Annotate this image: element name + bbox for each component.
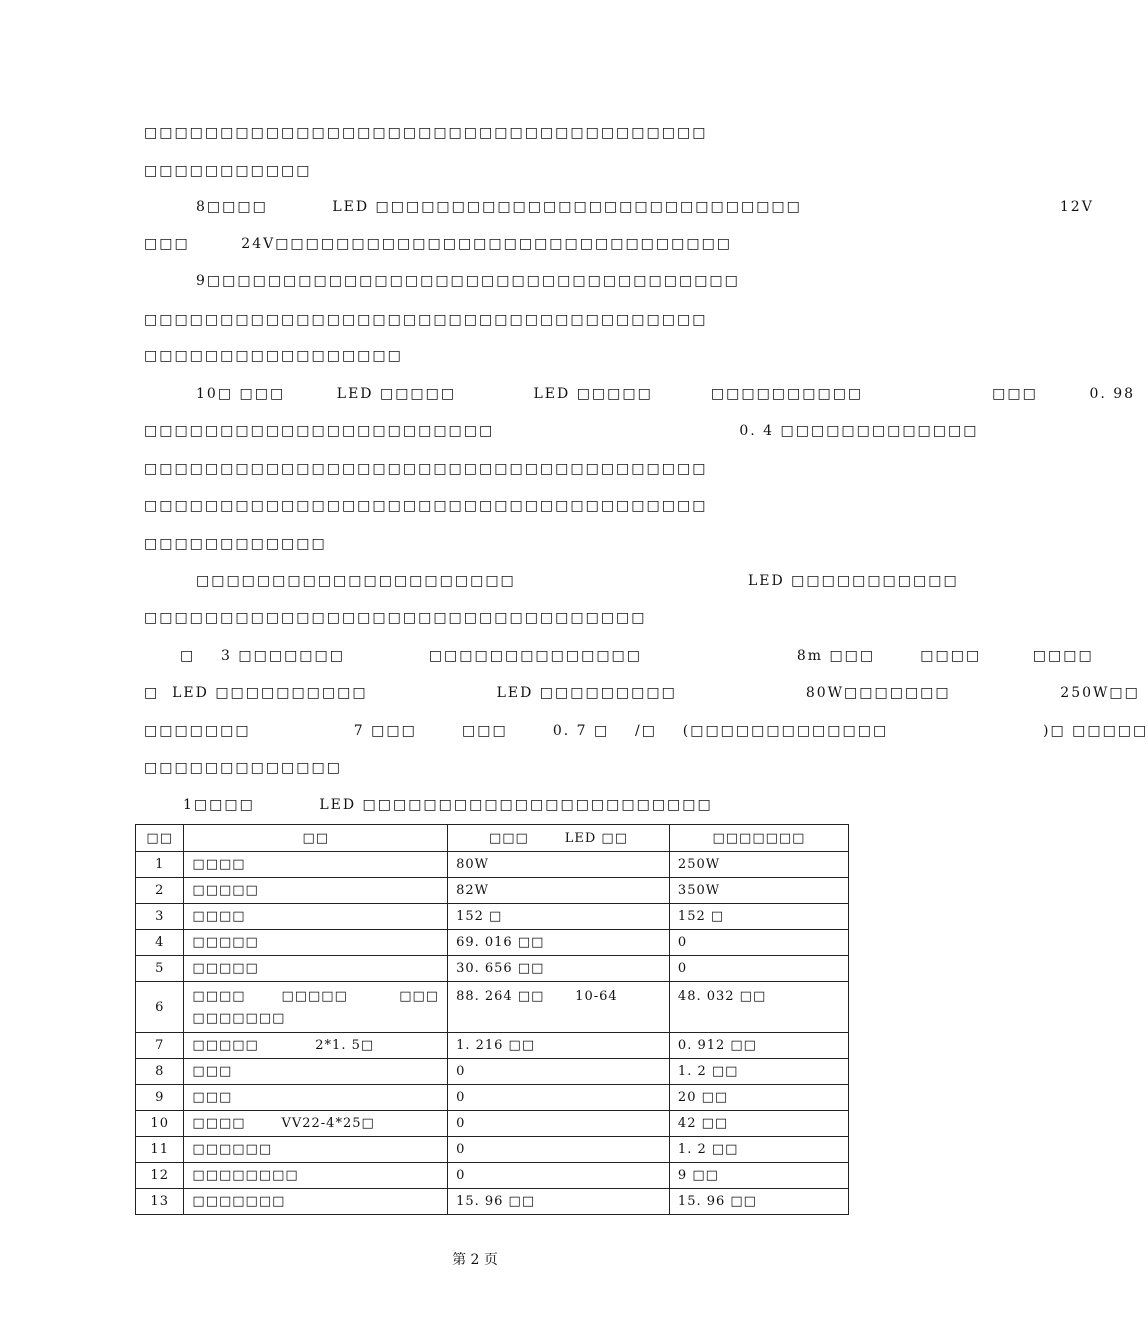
table-cell: 7 [136,1033,184,1059]
text-line: □□□□□□□ 7 □□□ □□□ 0. 7 □ /□ (□□□□□□□□□□□□□ )□ □□□□□ [144,723,1148,739]
column-header: □□ [184,825,448,852]
text-line: □□□□□□□□□□□ [144,163,312,179]
column-header: □□ [136,825,184,852]
table-cell: 1 [136,852,184,878]
text-line: □□□□□□□□□□□□□□□□□□□□□ LED □□□□□□□□□□□ [196,573,959,589]
table-cell: 9 □□ [669,1163,848,1189]
text-line: □□□□□□□□□□□□□ [144,760,342,776]
table-cell: 20 □□ [669,1085,848,1111]
table-cell: □□□□□ [184,930,448,956]
table-cell: 9 [136,1085,184,1111]
table-cell: 30. 656 □□ [448,956,670,982]
table-row [136,930,849,956]
table-cell: □□□□□□□ [184,1189,448,1215]
text-line: 8□□□□ LED □□□□□□□□□□□□□□□□□□□□□□□□□□□□ 12V [196,199,1094,215]
table-cell: 152 □ [669,904,848,930]
text-line: 10□ □□□ LED □□□□□ LED □□□□□ □□□□□□□□□□ □□□ 0. 98 [196,386,1136,402]
table-cell: 8 [136,1059,184,1085]
table-cell: 350W [669,878,848,904]
table-cell: 1. 2 □□ [669,1059,848,1085]
table-row [136,904,849,930]
table-row [136,1033,849,1059]
table-cell: □□□□ VV22-4*25□ [184,1111,448,1137]
table-row [136,1111,849,1137]
table-cell: 42 □□ [669,1111,848,1137]
table-row [136,956,849,982]
column-header: □□□□□□□ [669,825,848,852]
table-cell: 1. 2 □□ [669,1137,848,1163]
text-line: □□□□□□□□□□□□□□□□□□□□□□□□□□□□□□□□□□□□□ [144,461,708,477]
table-cell: 6 [136,982,184,1033]
table-cell: 69. 016 □□ [448,930,670,956]
table-cell: 250W [669,852,848,878]
table-cell: 152 □ [448,904,670,930]
text-line: □ 3 □□□□□□□ □□□□□□□□□□□□□□ 8m □□□ □□□□ □□□□ [180,648,1094,664]
table-row [136,1163,849,1189]
table-caption: 1□□□□ LED □□□□□□□□□□□□□□□□□□□□□□□ [183,797,713,813]
table-cell: 4 [136,930,184,956]
table-cell: □□□□ [184,904,448,930]
table-cell: 15. 96 □□ [448,1189,670,1215]
text-line: □□□□□□□□□□□□□□□□□ [144,348,403,364]
table-cell: □□□□□□□□ [184,1163,448,1189]
table-cell: 82W [448,878,670,904]
table-cell: □□□ [184,1085,448,1111]
table-cell: □□□□□ [184,878,448,904]
table-cell: 10 [136,1111,184,1137]
text-line: □□□ 24V□□□□□□□□□□□□□□□□□□□□□□□□□□□□□□ [144,236,733,252]
table-cell: 0 [669,930,848,956]
table-row [136,982,849,1033]
page-number: 第 2 页 [452,1252,498,1268]
table-row [136,1085,849,1111]
table-cell: 0 [448,1111,670,1137]
table-cell: 0 [448,1085,670,1111]
table-header-row [136,825,849,852]
table-cell: 3 [136,904,184,930]
table-cell: □□□□ □□□□□ □□□ □□□□□□□ [184,982,448,1033]
table-row [136,1137,849,1163]
table-cell: 88. 264 □□ 10-64 [448,982,670,1033]
comparison-table [135,824,849,1215]
text-line: □□□□□□□□□□□□□□□□□□□□□□□□□□□□□□□□□□□□□ [144,498,708,514]
table-cell: 1. 216 □□ [448,1033,670,1059]
table-cell: 2 [136,878,184,904]
table-cell: 0. 912 □□ [669,1033,848,1059]
table-row [136,1189,849,1215]
text-line: □□□□□□□□□□□□□□□□□□□□□□□□□□□□□□□□□□□□□ [144,125,708,141]
table-cell: 0 [669,956,848,982]
text-line: □□□□□□□□□□□□□□□□□□□□□□□ 0. 4 □□□□□□□□□□□□□ [144,423,979,439]
table-cell: 0 [448,1059,670,1085]
table-cell: 0 [448,1163,670,1189]
text-line: □□□□□□□□□□□□□□□□□□□□□□□□□□□□□□□□□ [144,610,647,626]
column-header: □□□ LED □□ [448,825,670,852]
table-cell: □□□□□□ [184,1137,448,1163]
table-cell: 80W [448,852,670,878]
table-cell: 0 [448,1137,670,1163]
text-line: □□□□□□□□□□□□□□□□□□□□□□□□□□□□□□□□□□□□□ [144,312,708,328]
table-cell: □□□□□ 2*1. 5□ [184,1033,448,1059]
table-cell: 13 [136,1189,184,1215]
table-row [136,852,849,878]
table-cell: 48. 032 □□ [669,982,848,1033]
table-cell: 5 [136,956,184,982]
table-cell: 12 [136,1163,184,1189]
table-cell: 11 [136,1137,184,1163]
table-cell: □□□□ [184,852,448,878]
table-row [136,878,849,904]
table-cell: □□□ [184,1059,448,1085]
text-line: □ LED □□□□□□□□□□ LED □□□□□□□□□ 80W□□□□□□□ 250W□□ [144,685,1140,701]
table-row [136,1059,849,1085]
table-cell: □□□□□ [184,956,448,982]
text-line: 9□□□□□□□□□□□□□□□□□□□□□□□□□□□□□□□□□□□ [196,273,740,289]
table-cell: 15. 96 □□ [669,1189,848,1215]
text-line: □□□□□□□□□□□□ [144,536,327,552]
